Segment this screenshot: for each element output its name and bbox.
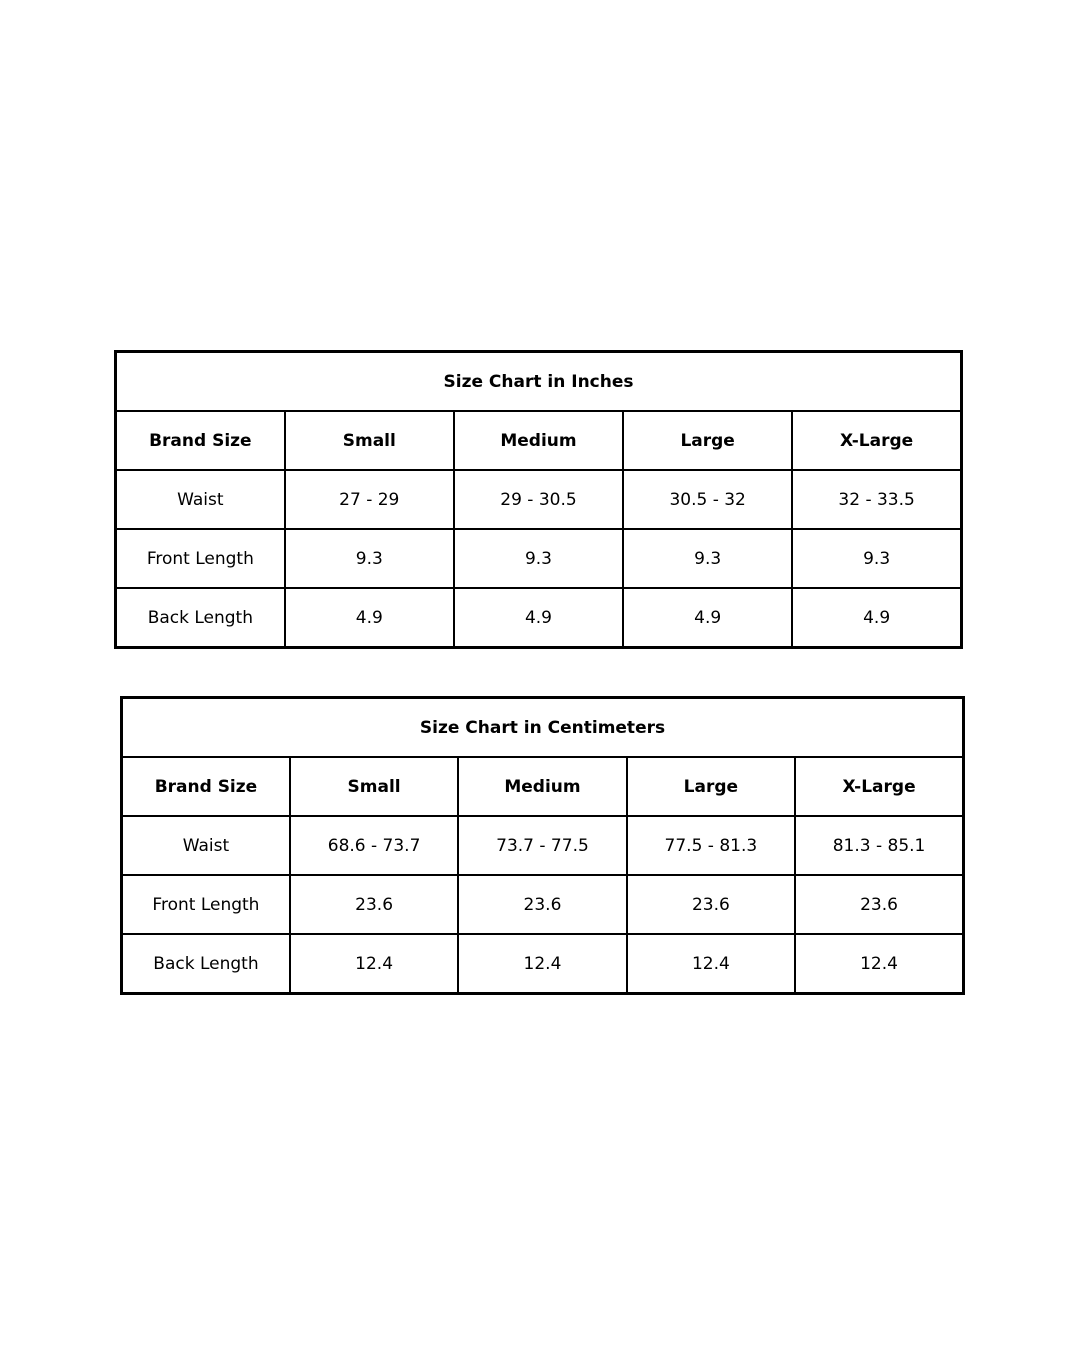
size-chart-centimeters-table (120, 696, 965, 995)
cell-value: 73.7 - 77.5 (458, 816, 626, 875)
cell-value: 30.5 - 32 (623, 470, 792, 529)
cell-value: 12.4 (795, 934, 963, 994)
header-small: Small (290, 757, 458, 816)
header-small: Small (285, 411, 454, 470)
size-chart-inches-table (114, 350, 963, 649)
cell-value: 27 - 29 (285, 470, 454, 529)
cell-value: 81.3 - 85.1 (795, 816, 963, 875)
header-brand-size: Brand Size (116, 411, 285, 470)
cell-value: 9.3 (623, 529, 792, 588)
cell-value: 23.6 (627, 875, 795, 934)
cell-value: 29 - 30.5 (454, 470, 623, 529)
cell-value: 12.4 (458, 934, 626, 994)
header-large: Large (627, 757, 795, 816)
table-row (122, 816, 964, 875)
cell-value: 23.6 (795, 875, 963, 934)
header-x-large: X-Large (792, 411, 961, 470)
table-row (122, 875, 964, 934)
cell-value: 9.3 (792, 529, 961, 588)
header-large: Large (623, 411, 792, 470)
header-medium: Medium (458, 757, 626, 816)
table-header-row (116, 411, 962, 470)
row-label: Waist (116, 470, 285, 529)
header-medium: Medium (454, 411, 623, 470)
header-brand-size: Brand Size (122, 757, 290, 816)
row-label: Front Length (116, 529, 285, 588)
cell-value: 4.9 (454, 588, 623, 648)
cell-value: 23.6 (458, 875, 626, 934)
cell-value: 12.4 (627, 934, 795, 994)
table-title: Size Chart in Inches (116, 352, 962, 412)
table-row (122, 934, 964, 994)
cell-value: 23.6 (290, 875, 458, 934)
cell-value: 4.9 (285, 588, 454, 648)
row-label: Back Length (116, 588, 285, 648)
table-title-row (122, 698, 964, 758)
row-label: Front Length (122, 875, 290, 934)
cell-value: 4.9 (623, 588, 792, 648)
table-row (116, 529, 962, 588)
table-row (116, 470, 962, 529)
table-title-row (116, 352, 962, 412)
cell-value: 9.3 (285, 529, 454, 588)
cell-value: 68.6 - 73.7 (290, 816, 458, 875)
table-header-row (122, 757, 964, 816)
cell-value: 12.4 (290, 934, 458, 994)
cell-value: 32 - 33.5 (792, 470, 961, 529)
cell-value: 9.3 (454, 529, 623, 588)
row-label: Waist (122, 816, 290, 875)
table-row (116, 588, 962, 648)
table-title: Size Chart in Centimeters (122, 698, 964, 758)
cell-value: 4.9 (792, 588, 961, 648)
cell-value: 77.5 - 81.3 (627, 816, 795, 875)
row-label: Back Length (122, 934, 290, 994)
header-x-large: X-Large (795, 757, 963, 816)
